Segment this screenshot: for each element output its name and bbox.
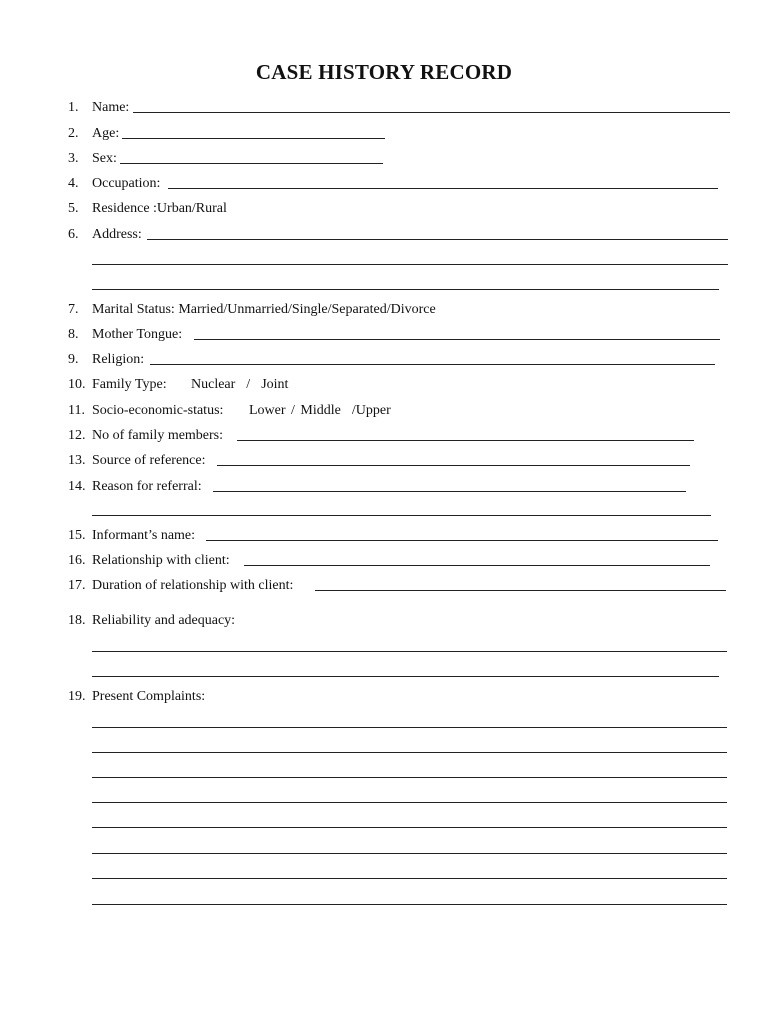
field-label: Age: (92, 126, 120, 141)
religion-input-line[interactable] (150, 364, 715, 365)
field-label: Mother Tongue: (92, 327, 183, 342)
field-number: 2. (68, 126, 79, 141)
field-number: 16. (68, 553, 86, 568)
field-label: Socio-economic-status: (92, 403, 224, 418)
field-number: 18. (68, 613, 86, 628)
address-input-line[interactable] (147, 239, 728, 240)
complaints-input-line[interactable] (92, 777, 727, 778)
complaints-input-line[interactable] (92, 752, 727, 753)
field-number: 9. (68, 352, 79, 367)
field-label: Occupation: (92, 176, 161, 191)
address-input-line[interactable] (92, 264, 728, 265)
age-input-line[interactable] (122, 138, 385, 139)
occupation-input-line[interactable] (168, 188, 718, 189)
reliability-input-line[interactable] (92, 651, 727, 652)
field-label: Informant’s name: (92, 528, 196, 543)
complaints-input-line[interactable] (92, 727, 727, 728)
field-number: 12. (68, 428, 86, 443)
field-label: No of family members: (92, 428, 224, 443)
family-members-input-line[interactable] (237, 440, 694, 441)
reliability-input-line[interactable] (92, 676, 719, 677)
informant-name-input-line[interactable] (206, 540, 718, 541)
field-number: 17. (68, 578, 86, 593)
field-number: 13. (68, 453, 86, 468)
family-type-options[interactable]: Nuclear / Joint (191, 377, 289, 392)
field-number: 14. (68, 479, 86, 494)
field-number: 19. (68, 689, 86, 704)
complaints-input-line[interactable] (92, 802, 727, 803)
field-number: 6. (68, 227, 79, 242)
complaints-input-line[interactable] (92, 827, 727, 828)
complaints-input-line[interactable] (92, 904, 727, 905)
field-number: 3. (68, 151, 79, 166)
source-of-reference-input-line[interactable] (217, 465, 690, 466)
complaints-input-line[interactable] (92, 878, 727, 879)
field-number: 4. (68, 176, 79, 191)
page-title: CASE HISTORY RECORD (255, 60, 513, 84)
complaints-input-line[interactable] (92, 853, 727, 854)
field-label: Present Complaints: (92, 689, 206, 704)
address-input-line[interactable] (92, 289, 719, 290)
field-label: Religion: (92, 352, 145, 367)
field-number: 1. (68, 100, 79, 115)
field-label: Residence :Urban/Rural (92, 201, 227, 216)
field-number: 11. (68, 403, 85, 418)
field-label: Family Type: (92, 377, 167, 392)
field-label: Sex: (92, 151, 117, 166)
field-label: Relationship with client: (92, 553, 230, 568)
field-number: 10. (68, 377, 86, 392)
relationship-input-line[interactable] (244, 565, 710, 566)
reason-for-referral-input-line[interactable] (92, 515, 711, 516)
mother-tongue-input-line[interactable] (194, 339, 720, 340)
name-input-line[interactable] (133, 112, 730, 113)
field-number: 7. (68, 302, 79, 317)
reason-for-referral-input-line[interactable] (213, 491, 686, 492)
socio-economic-options[interactable]: Lower / Middle /Upper (249, 403, 391, 418)
field-label: Reason for referral: (92, 479, 202, 494)
sex-input-line[interactable] (120, 163, 383, 164)
field-label: Reliability and adequacy: (92, 613, 236, 628)
field-label: Source of reference: (92, 453, 206, 468)
field-label: Duration of relationship with client: (92, 578, 294, 593)
field-label: Marital Status: Married/Unmarried/Single/Separated/Divorce (92, 302, 436, 317)
field-number: 15. (68, 528, 86, 543)
field-label: Address: (92, 227, 142, 242)
duration-input-line[interactable] (315, 590, 726, 591)
field-number: 5. (68, 201, 79, 216)
field-number: 8. (68, 327, 79, 342)
field-label: Name: (92, 100, 130, 115)
